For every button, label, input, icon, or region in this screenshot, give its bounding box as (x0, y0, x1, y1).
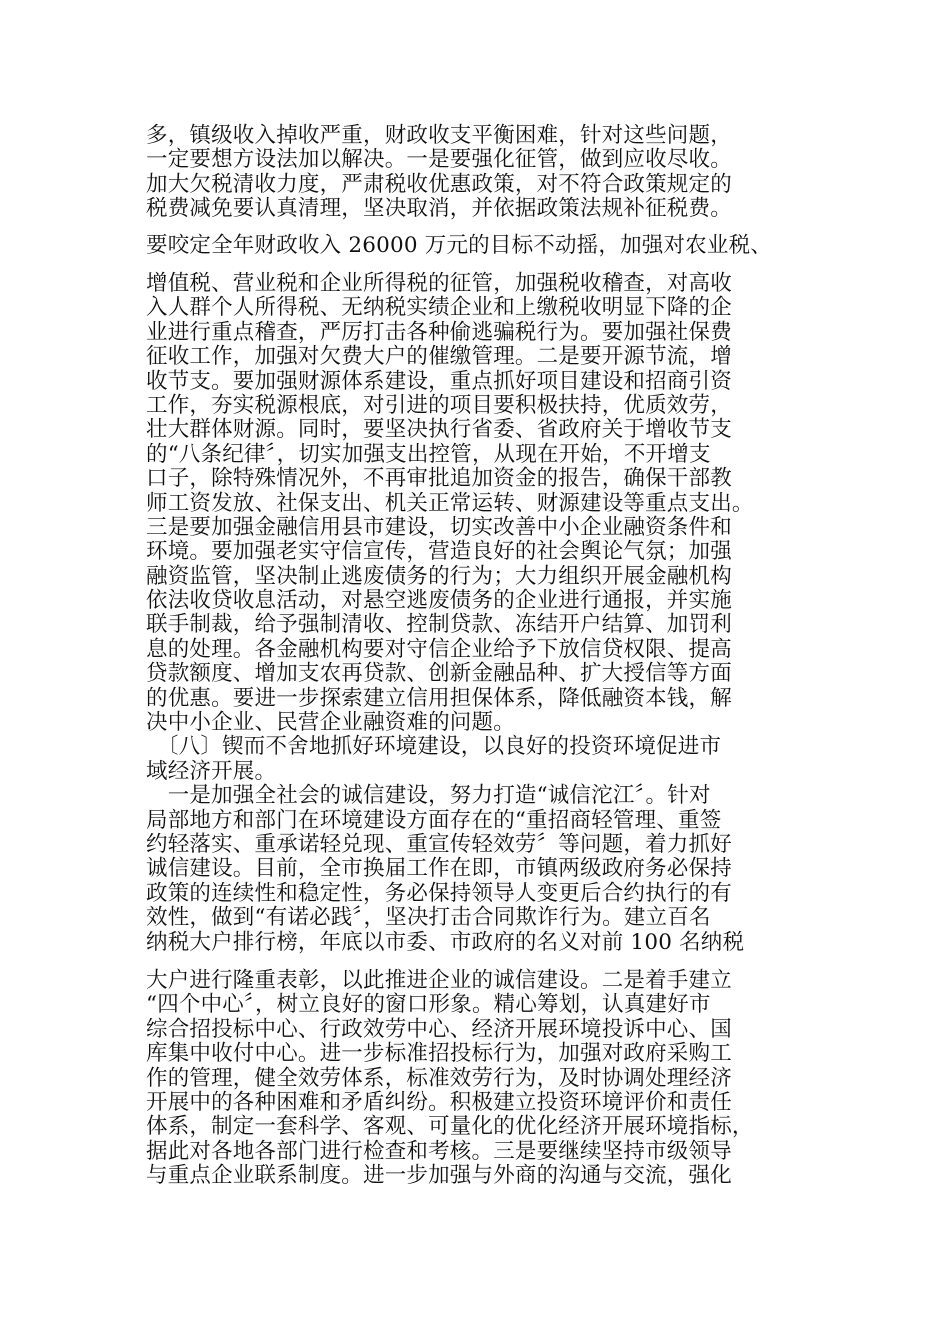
paragraph-block-1 (146, 124, 836, 222)
text-line: 诚信建设。目前，全市换届工作在即，市镇两级政府务必保持 (146, 856, 732, 882)
text-line: 联手制裁，给予强制清收、控制贷款、冻结开户结算、加罚利 (146, 612, 732, 638)
text-line: 多，镇级收入掉收严重，财政收支平衡困难，针对这些问题， (146, 123, 732, 148)
text-line: 师工资发放、社保支出、机关正常运转、财源建设等重点支出。 (146, 490, 754, 516)
text-line: 作的管理，健全效劳体系，标准效劳行为，及时协调处理经济 (146, 1065, 732, 1091)
text-line: 效性，做到“有诺必践〞，坚决打击合同欺诈行为。建立百名 (146, 905, 711, 931)
text-line: 与重点企业联系制度。进一步加强与外商的沟通与交流，强化 (146, 1163, 732, 1189)
text-line: 纳税大户排行榜，年底以市委、市政府的名义对前 100 名纳税 (146, 930, 745, 955)
text-line: 壮大群体财源。同时，要坚决执行省委、省政府关于增收节支 (146, 417, 732, 443)
text-line: 依法收贷收息活动，对悬空逃废债务的企业进行通报，并实施 (146, 588, 732, 614)
text-line: 库集中收付中心。进一步标准招投标行为，加强对政府采购工 (146, 1041, 732, 1067)
paragraph-block-5 (146, 969, 836, 1189)
text-line: 收节支。要加强财源体系建设，重点抓好项目建设和招商引资 (146, 368, 732, 394)
text-line: 据此对各地各部门进行检查和考核。三是要继续坚持市级领导 (146, 1138, 732, 1164)
text-line: 入人群个人所得税、无纳税实绩企业和上缴税收明显下降的企 (146, 295, 732, 321)
text-line: 业进行重点稽查，严厉打击各种偷逃骗税行为。要加强社保费 (146, 319, 732, 345)
section-heading: 域经济开展。 (146, 758, 277, 784)
text-line: 税费减免要认真清理，坚决取消，并依据政策法规补征税费。 (146, 196, 732, 222)
text-line: 体系，制定一套科学、客观、可量化的优化经济开展环境指标， (146, 1114, 754, 1140)
paragraph-block-4 (146, 931, 836, 955)
text-line: 贷款额度、增加支农再贷款、创新金融品种、扩大授信等方面 (146, 661, 732, 687)
section-heading: 〔八〕锲而不舍地抓好环境建设，以良好的投资环境促进市 (146, 734, 722, 760)
text-line: 工作，夯实税源根底，对引进的项目要积极扶持，优质效劳， (146, 392, 732, 418)
text-line: 大户进行隆重表彰，以此推进企业的诚信建设。二是着手建立 (146, 968, 732, 993)
text-line: 约轻落实、重承诺轻兑现、重宣传轻效劳〞等问题，着力抓好 (146, 831, 732, 857)
text-line: “四个中心〞，树立良好的窗口形象。精心筹划，认真建好市 (146, 992, 711, 1018)
text-line: 息的处理。各金融机构要对守信企业给予下放信贷权限、提高 (146, 636, 732, 662)
text-line: 环境。要加强老实守信宣传，营造良好的社会舆论气氛；加强 (146, 539, 732, 565)
text-line: 局部地方和部门在环境建设方面存在的“重招商轻管理、重签 (146, 807, 722, 833)
text-line: 的优惠。要进一步探索建立信用担保体系，降低融资本钱，解 (146, 685, 732, 711)
text-line: 政策的连续性和稳定性，务必保持领导人变更后合约执行的有 (146, 880, 732, 906)
text-line: 增值税、营业税和企业所得税的征管，加强税收稽查，对高收 (146, 271, 732, 296)
paragraph-block-3 (146, 272, 836, 931)
text-line: 一是加强全社会的诚信建设，努力打造“诚信沱江〞。针对 (146, 783, 711, 809)
text-line: 征收工作，加强对欠费大户的催缴管理。二是要开源节流，增 (146, 344, 732, 370)
paragraph-block-2 (146, 234, 836, 258)
text-line: 的“八条纪律〞，切实加强支出控管，从现在开始，不开增支 (146, 441, 711, 467)
text-line: 口子，除特殊情况外，不再审批追加资金的报告，确保干部教 (146, 466, 732, 492)
text-line: 决中小企业、民营企业融资难的问题。 (146, 710, 515, 736)
text-line: 三是要加强金融信用县市建设，切实改善中小企业融资条件和 (146, 514, 732, 540)
text-line: 一定要想方设法加以解决。一是要强化征管，做到应收尽收。 (146, 147, 732, 173)
text-line: 要咬定全年财政收入 26000 万元的目标不动摇，加强对农业税、 (146, 233, 772, 258)
text-line: 融资监管，坚决制止逃废债务的行为；大力组织开展金融机构 (146, 563, 732, 589)
text-line: 加大欠税清收力度，严肃税收优惠政策，对不符合政策规定的 (146, 171, 732, 197)
text-line: 开展中的各种困难和矛盾纠纷。积极建立投资环境评价和责任 (146, 1089, 732, 1115)
text-line: 综合招投标中心、行政效劳中心、经济开展环境投诉中心、国 (146, 1016, 732, 1042)
